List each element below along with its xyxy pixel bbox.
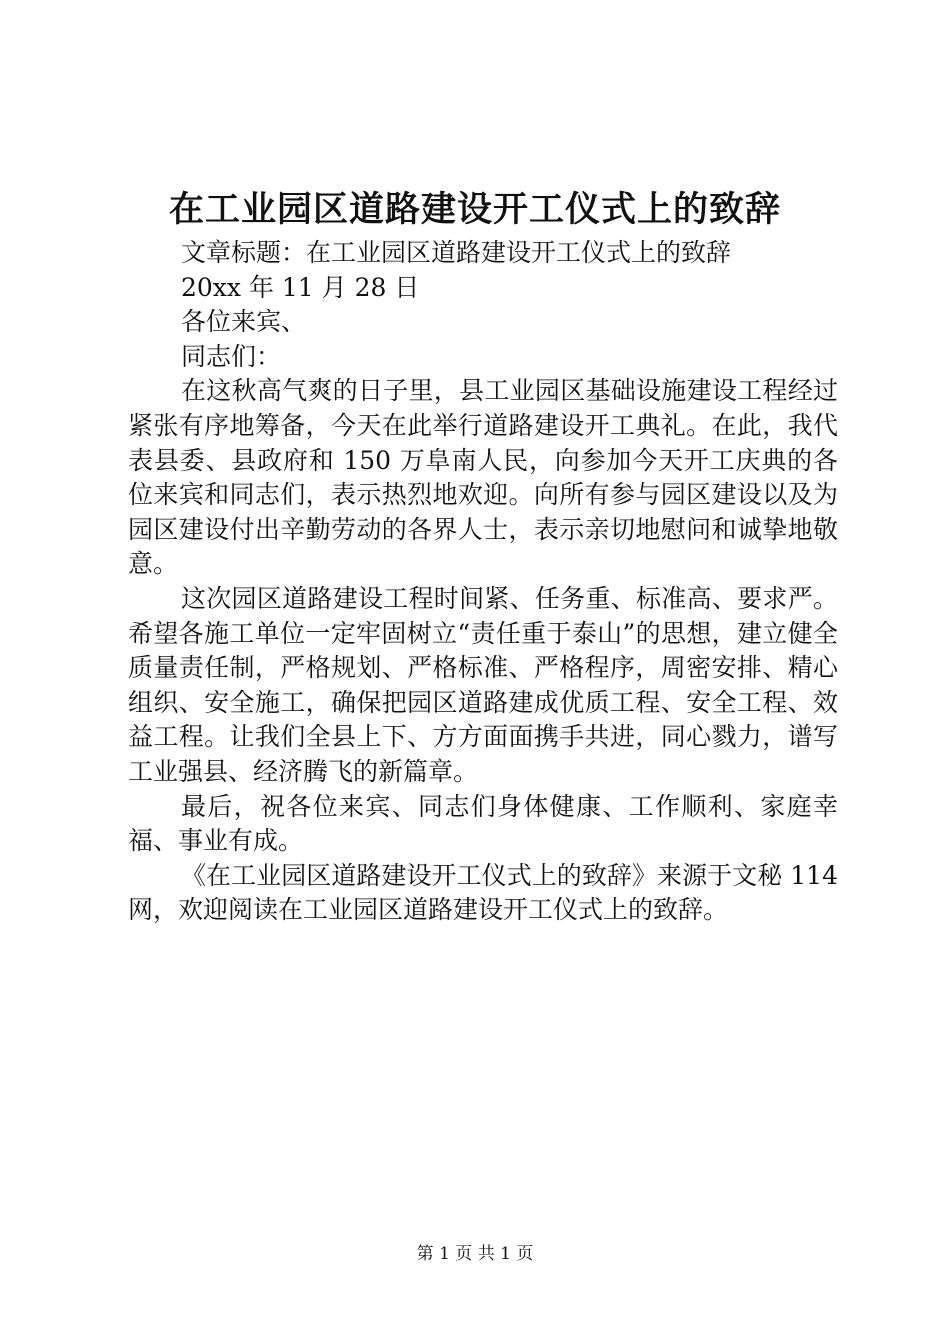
paragraph-source: 《在工业园区道路建设开工仪式上的致辞》来源于文秘 114 网，欢迎阅读在工业园区道路建设开工仪式上的致辞。 (128, 860, 838, 925)
date-line: 20xx 年 11 月 28 日 (181, 272, 420, 302)
page-footer: 第 1 页 共 1 页 (416, 1244, 534, 1264)
document-body (128, 236, 838, 928)
page-title: 在工业园区道路建设开工仪式上的致辞 (168, 189, 781, 230)
article-title-line: 文章标题：在工业园区道路建设开工仪式上的致辞 (181, 238, 732, 267)
salutation-comrades: 同志们： (181, 341, 282, 371)
salutation-guests: 各位来宾、 (181, 307, 307, 337)
paragraph-welcome: 在这秋高气爽的日子里，县工业园区基础设施建设工程经过紧张有序地筹备，今天在此举行道路建设开工典礼。在此，我代表县委、县政府和 150 万阜南人民，向参加今天开工庆典的各位来宾和同志们，表示热烈地欢迎。向所有参与园区建设以及为园区建设付出辛勤劳动的各界人士，表示亲切地慰问和诚挚地敬意。 (128, 376, 838, 579)
paragraph-wishes: 最后，祝各位来宾、同志们身体健康、工作顺利、家庭幸福、事业有成。 (128, 791, 838, 856)
paragraph-requirements: 这次园区道路建设工程时间紧、任务重、标准高、要求严。希望各施工单位一定牢固树立“责任重于泰山”的思想，建立健全质量责任制，严格规划、严格标准、严格程序，周密安排、精心组织、安全施工，确保把园区道路建成优质工程、安全工程、效益工程。让我们全县上下、方方面面携手共进，同心戮力，谱写工业强县、经济腾飞的新篇章。 (128, 583, 838, 786)
